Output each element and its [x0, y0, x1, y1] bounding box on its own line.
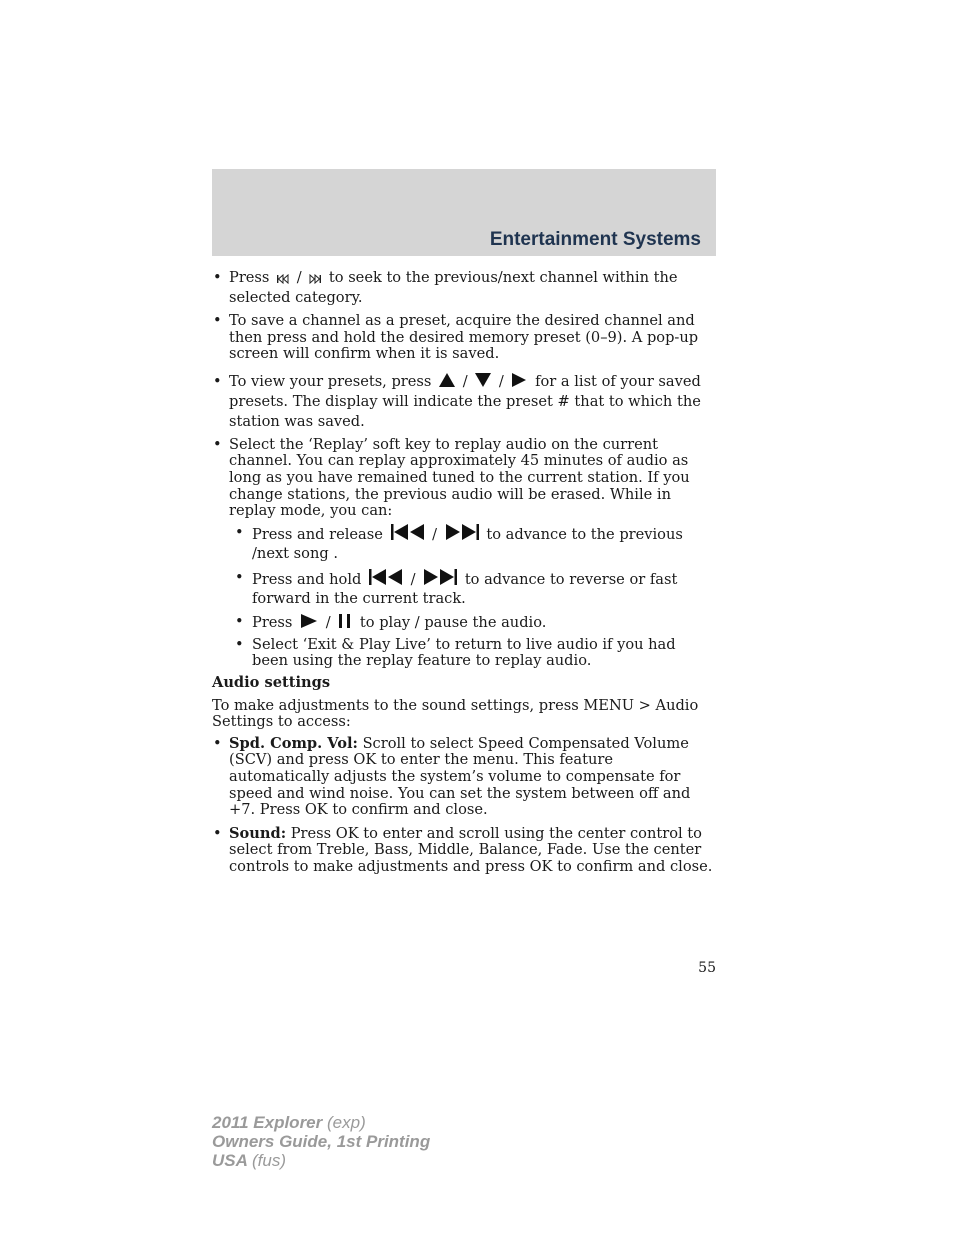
content [212, 268, 716, 880]
seek-previous-icon [276, 274, 290, 284]
play-icon [299, 613, 319, 629]
page-number: 55 [698, 960, 716, 976]
list-item: • Sound: Press OK to enter and scroll using the center control to select from Treble, Bass, Middle, Balance, Fade. Use the center controls to make adjustments and press OK to confirm and close. [212, 826, 716, 876]
footer [212, 1113, 430, 1170]
list-item: • Press / to seek to the previous/next channel within the selected category. [212, 268, 716, 308]
item-label: Sound: [229, 824, 287, 842]
pause-icon [337, 613, 353, 629]
item-label: Spd. Comp. Vol: [229, 734, 358, 752]
header-band [212, 169, 716, 256]
list-item: • Press / to play / pause the audio. [212, 613, 716, 632]
arrow-down-icon [474, 372, 492, 388]
list-item: • Spd. Comp. Vol: Scroll to select Speed Compensated Volume (SCV) and press OK to enter the menu. This feature automatically adjusts the system’s volume to compensate for speed and wind noise. You can set the system between off and +7. Press OK to confirm and close. [212, 736, 716, 819]
skip-next-icon [444, 523, 480, 541]
arrow-right-icon [510, 372, 528, 388]
list-item: • To view your presets, press / / for a list of your saved presets. The display will indicate the preset # that to which the station was saved. [212, 372, 716, 432]
skip-previous-icon [368, 568, 404, 586]
list-item: • Select the ‘Replay’ soft key to replay audio on the current channel. You can replay approximately 45 minutes of audio as long as you have remained tuned to the current station. If you change stations, the previous audio will be erased. While in replay mode, you can: [212, 437, 716, 520]
list-item: • Press and hold / to advance to reverse or fast forward in the current track. [212, 568, 716, 608]
footer-line: 2011 Explorer (exp) [212, 1113, 366, 1132]
skip-next-icon [422, 568, 458, 586]
list-item: • Select ‘Exit & Play Live’ to return to live audio if you had been using the replay feature to replay audio. [212, 637, 716, 670]
footer-line: Owners Guide, 1st Printing [212, 1132, 431, 1151]
page-title: Entertainment Systems [489, 229, 701, 250]
seek-next-icon [308, 274, 322, 284]
list-item: • Press and release / to advance to the previous /next song . [212, 523, 716, 563]
section-heading: Audio settings [212, 673, 331, 691]
skip-previous-icon [390, 523, 426, 541]
list-item: • To save a channel as a preset, acquire the desired channel and then press and hold the desired memory preset (0–9). A pop-up screen will confirm when it is saved. [212, 313, 716, 363]
arrow-up-icon [438, 372, 456, 388]
section-intro: To make adjustments to the sound settings, press MENU > Audio Settings to access: [212, 696, 699, 731]
footer-line: USA (fus) [212, 1151, 286, 1170]
